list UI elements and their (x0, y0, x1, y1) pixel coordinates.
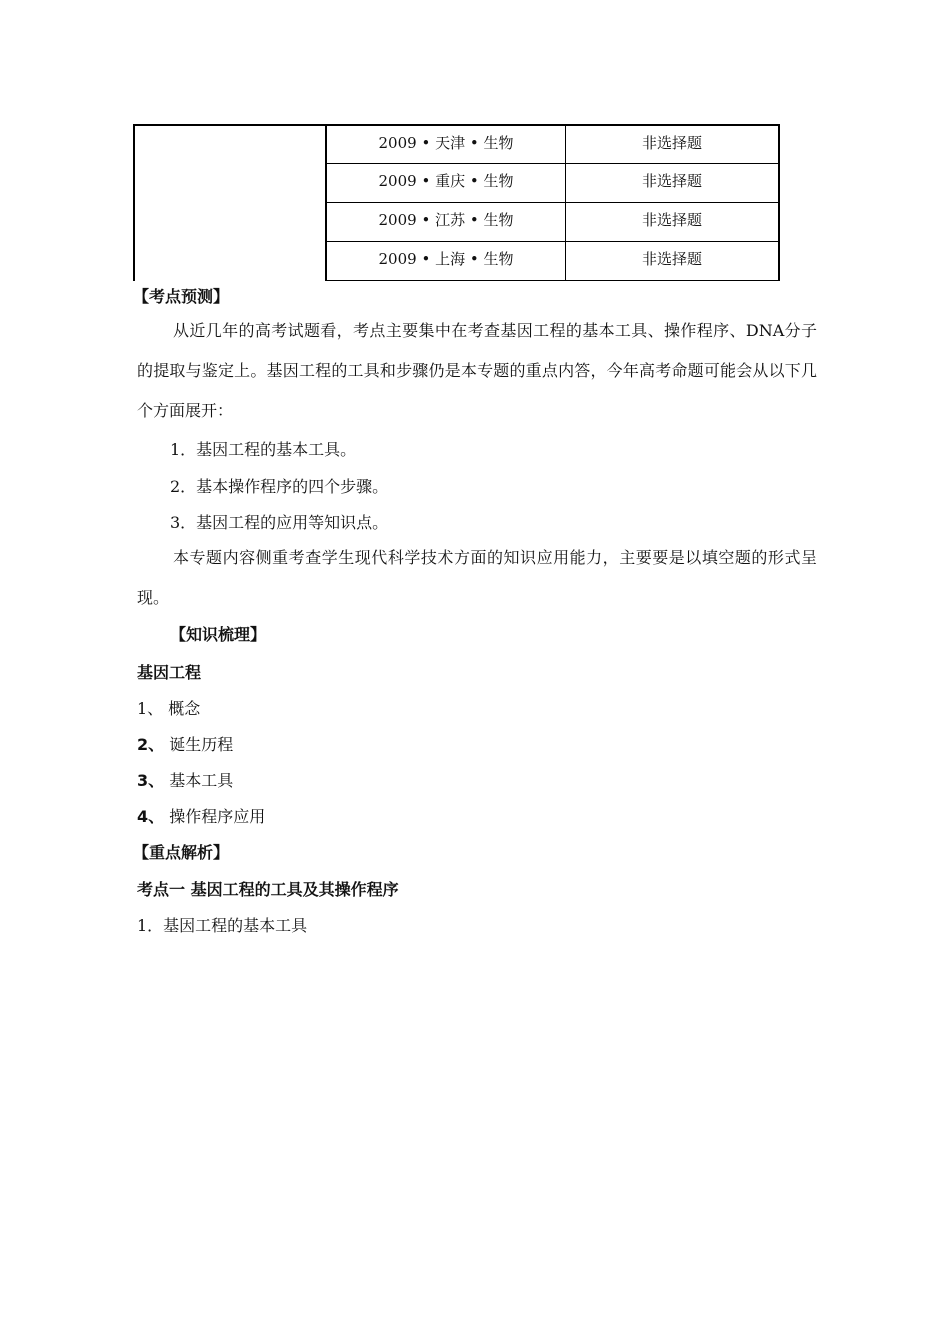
table-row (325, 163, 780, 202)
forecast-item: 3．基因工程的应用等知识点。 (170, 513, 389, 532)
knowledge-item-text: 概念 (168, 699, 201, 718)
exam-table (133, 124, 780, 281)
knowledge-item-text: 诞生历程 (169, 735, 234, 754)
forecast-intro: 从近几年的高考试题看，考点主要集中在考查基因工程的基本工具、操作程序、DNA分子的提取与鉴定上。基因工程的工具和步骤仍是本专题的重点内答，今年高考命题可能会从以下几个方面展开： (137, 321, 817, 420)
forecast-item: 2．基本操作程序的四个步骤。 (170, 477, 389, 496)
question-type-cell: 非选择题 (565, 241, 780, 280)
question-type-cell: 非选择题 (565, 124, 780, 163)
knowledge-item-text: 基本工具 (169, 771, 234, 790)
knowledge-item (137, 771, 233, 791)
knowledge-item-text: 操作程序应用 (169, 807, 266, 826)
forecast-item: 1．基因工程的基本工具。 (170, 440, 357, 459)
forecast-closing: 本专题内容侧重考查学生现代科学技术方面的知识应用能力，主要要是以填空题的形式呈现。 (137, 548, 817, 607)
exam-cell: 2009 • 江苏 • 生物 (325, 202, 565, 241)
question-type-cell: 非选择题 (565, 202, 780, 241)
analysis-heading: 【重点解析】 (133, 843, 230, 862)
table-row (325, 241, 780, 281)
forecast-heading: 【考点预测】 (133, 287, 230, 306)
exam-cell: 2009 • 天津 • 生物 (325, 124, 565, 163)
knowledge-item-number: 1、 (137, 699, 164, 718)
exam-cell: 2009 • 上海 • 生物 (325, 241, 565, 280)
knowledge-item (137, 735, 233, 755)
knowledge-item (137, 807, 265, 827)
table-row (325, 124, 780, 163)
analysis-topic: 考点一 基因工程的工具及其操作程序 (137, 880, 399, 899)
knowledge-heading: 【知识梳理】 (170, 625, 267, 644)
knowledge-item-number: 4、 (137, 807, 165, 826)
exam-cell: 2009 • 重庆 • 生物 (325, 163, 565, 202)
table-merged-cell (133, 124, 325, 281)
knowledge-subheading: 基因工程 (137, 663, 202, 682)
knowledge-item-number: 2、 (137, 735, 165, 754)
question-type-cell: 非选择题 (565, 163, 780, 202)
analysis-first-item: 1．基因工程的基本工具 (137, 916, 308, 935)
knowledge-item-number: 3、 (137, 771, 165, 790)
knowledge-item (137, 699, 200, 719)
table-row (325, 202, 780, 241)
